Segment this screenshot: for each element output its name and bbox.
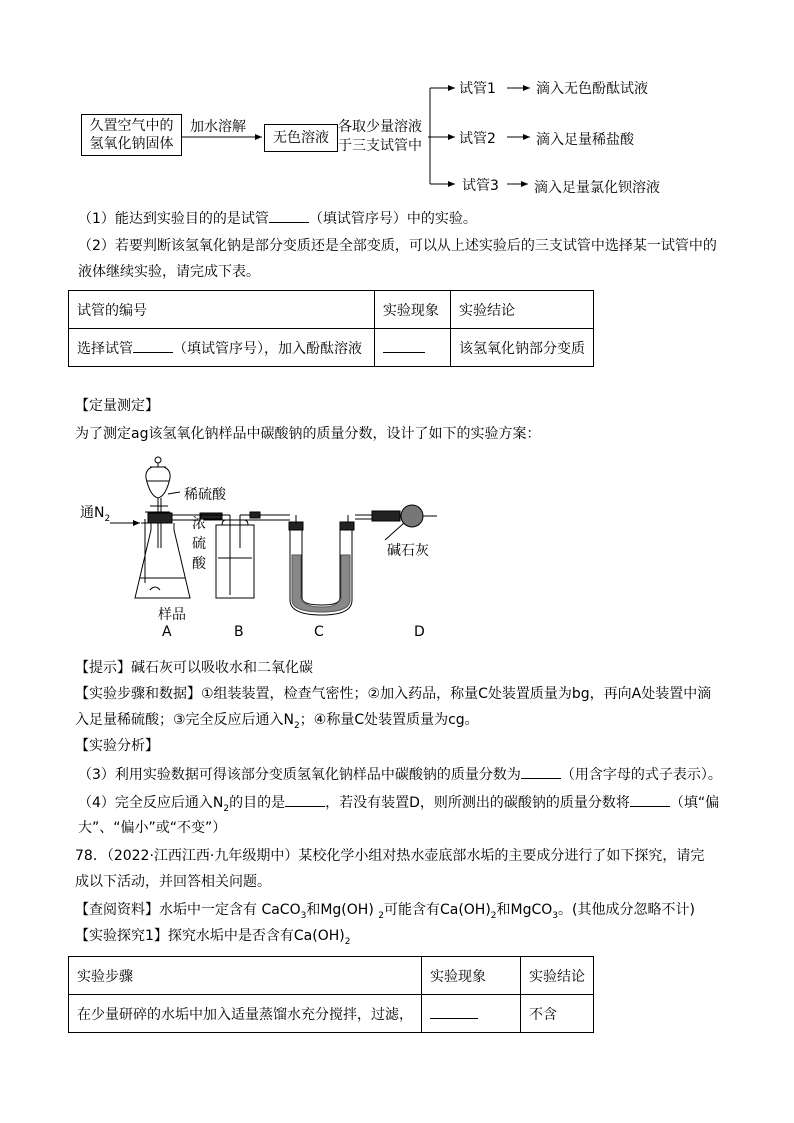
answer-blank[interactable]	[285, 792, 325, 807]
flow-start-line1: 久置空气中的	[89, 118, 174, 134]
table1-cell-tube: 选择试管 （填试管序号），加入酚酞溶液	[69, 329, 375, 367]
table-2	[68, 956, 594, 1033]
quant-intro: 为了测定ag该氢氧化钠样品中碳酸钠的质量分数，设计了如下的实验方案：	[75, 426, 541, 442]
conc-acid-label: 浓 硫 酸	[192, 516, 206, 572]
answer-blank[interactable]	[630, 792, 670, 807]
label-d: D	[414, 624, 425, 640]
section-analysis: 【实验分析】	[75, 738, 159, 754]
table1-cell-conclusion: 该氢氧化钠部分变质	[451, 329, 594, 367]
flow-start-line2: 氢氧化钠固体	[89, 136, 174, 152]
reference-info: 【查阅资料】水垢中一定含有 CaCO$_3$和Mg(OH) $_2$可能含有$Ca(OH)_2$和MgCO$_3$。(其他成分忽略不计)	[75, 902, 695, 921]
table1-header-tube: 试管的编号	[69, 291, 375, 329]
flow-action3: 滴入足量氯化钡溶液	[534, 180, 660, 196]
question-4-line2: 大”、“偏小”或“不变”）	[78, 820, 227, 836]
table2-cell-phenomenon	[422, 995, 521, 1033]
flask-a	[135, 512, 200, 598]
table1-header-conclusion: 实验结论	[451, 291, 594, 329]
answer-blank[interactable]	[430, 1004, 478, 1019]
question-3: （3）利用实验数据可得该部分变质氢氧化钠样品中碳酸钠的质量分数为 （用含字母的式子表示）。	[78, 764, 722, 785]
soda-lime-label: 碱石灰	[387, 543, 429, 559]
table1-header-phenomenon: 实验现象	[374, 291, 450, 329]
problem-78-line1: 78．（2022·江西江西·九年级期中）某校化学小组对热水壶底部水垢的主要成分进行了如下探究，请完	[75, 848, 705, 864]
steps-line1: 【实验步骤和数据】①组装装置，检查气密性；②加入药品，称量C处装置质量为bg，再向A处装置中滴	[75, 686, 712, 702]
flow-arrow1-label: 加水溶解	[190, 119, 246, 135]
label-c: C	[314, 624, 324, 640]
u-tube-c	[289, 515, 380, 615]
table2-header-conclusion: 实验结论	[521, 957, 594, 995]
problem-78-line2: 成以下活动，并回答相关问题。	[75, 874, 271, 890]
flow-mid-box: 无色溶液	[264, 124, 338, 152]
answer-blank[interactable]	[521, 764, 561, 779]
answer-blank[interactable]	[269, 208, 309, 223]
drying-tube-d	[372, 505, 437, 540]
table2-header-step: 实验步骤	[69, 957, 422, 995]
question-1: （1）能达到实验目的的是试管 （填试管序号）中的实验。	[78, 208, 477, 229]
flow-split-label	[338, 118, 422, 156]
question-2-line1: （2）若要判断该氢氧化钠是部分变质还是全部变质，可以从上述实验后的三支试管中选择某一试管中的	[78, 238, 717, 254]
table-1	[68, 290, 594, 367]
flow-action2: 滴入足量稀盐酸	[536, 132, 634, 148]
table2-cell-conclusion: 不含	[521, 995, 594, 1033]
sample-label: 样品	[158, 607, 186, 623]
answer-blank[interactable]	[133, 338, 173, 353]
flow-tube3: 试管3	[462, 178, 499, 194]
section-quant: 【定量测定】	[75, 398, 159, 414]
table2-cell-step: 在少量研碎的水垢中加入适量蒸馏水充分搅拌，过滤，	[69, 995, 422, 1033]
hint: 【提示】碱石灰可以吸收水和二氧化碳	[75, 660, 313, 676]
steps-line2: 入足量稀硫酸；③完全反应后通入$N_2$；④称量C处装置质量为cg。	[75, 712, 479, 731]
flow-action1: 滴入无色酚酞试液	[536, 81, 648, 97]
question-4: （4）完全反应后通入$N_2$的目的是 ，若没有装置D，则所测出的碳酸钠的质量分数将 （填“偏	[78, 792, 719, 819]
flow-split-line2: 于三支试管中	[338, 138, 422, 154]
question-2-line2: 液体继续实验，请完成下表。	[78, 264, 260, 280]
flow-split-line1: 各取少量溶液	[338, 119, 422, 135]
n2-label: 通$N_2$	[80, 505, 111, 524]
flow-tube1: 试管1	[459, 81, 496, 97]
flow-tube2: 试管2	[459, 131, 496, 147]
table2-header-phenomenon: 实验现象	[422, 957, 521, 995]
table1-cell-phenomenon	[374, 329, 450, 367]
explore-1-title: 【实验探究1】探究水垢中是否含有$Ca(OH)_2$	[75, 928, 351, 947]
label-a: A	[162, 624, 172, 640]
acid-label: 稀硫酸	[184, 487, 226, 503]
label-b: B	[234, 624, 244, 640]
answer-blank[interactable]	[383, 338, 425, 353]
bottle-b	[200, 512, 290, 598]
flow-arrows	[0, 0, 794, 200]
